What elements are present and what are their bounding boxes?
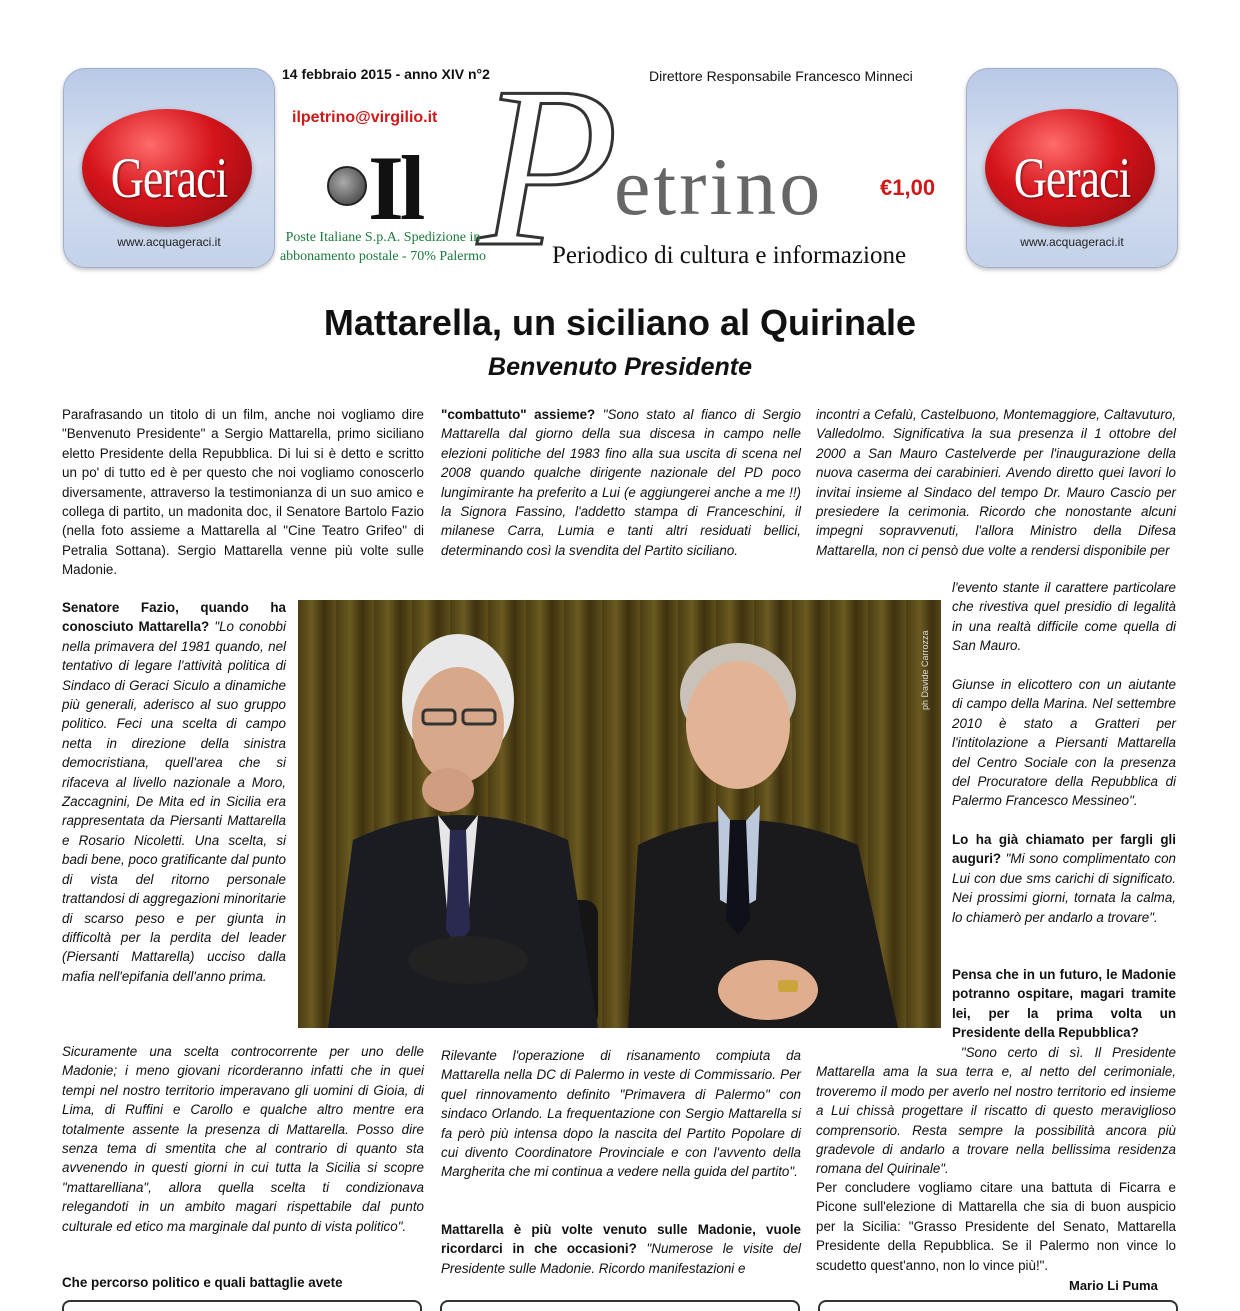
question-2-cont: "combattuto" assieme? (441, 407, 596, 422)
answer-5 (816, 1043, 1176, 1179)
answer-3-narrow: l'evento stante il carattere particolare che rivestiva quel presidio di legalità in una realtà difficile come quella di San Mauro. (952, 580, 1176, 654)
postal-notice-line2: abbonamento postale - 70% Palermo (279, 249, 487, 264)
director-credit: Direttore Responsabile Francesco Minneci (649, 68, 913, 84)
price: €1,00 (880, 175, 936, 200)
article-intro: Parafrasando un titolo di un film, anche noi vogliamo dire "Benvenuto Presidente" a Sergio Mattarella, primo siciliano eletto Presidente della Repubblica. Di lui si è detto e scritto un po' di tutto ed è per questo che noi vogliamo conoscerlo diversamente, attraverso la testimonianza di un suo amico e collega di partito, un madonita doc, il Senatore Bartolo Fazio (nella foto assieme a Mattarella al "Cine Teatro Grifeo" di Petralia Sottana). Sergio Mattarella venne più volte sulle Madonie. (62, 407, 424, 578)
postal-notice (276, 228, 490, 266)
article-photo (298, 600, 941, 1028)
geraci-ad-left[interactable] (63, 68, 275, 268)
logo-p: P (478, 39, 619, 294)
answer-3-narrow-2: Giunse in elicottero con un aiutante di campo della Marina. Nel settembre 2010 è stato a Gratteri per l'intitolazione a Piersanti Mattarella del Centro Sociale con la presenza del Procuratore della Repubblica di Palermo Francesco Messineo". (952, 677, 1176, 809)
postal-notice-line1: Poste Italiane S.p.A. Spedizione in (285, 230, 481, 245)
question-2 (62, 1273, 424, 1292)
answer-3: "Numerose le visite del Presidente sulle Madonie. Ricordo manifestazioni e (441, 1241, 802, 1276)
answer-3-continued: incontri a Cefalù, Castelbuono, Montemaggiore, Caltavuturo, Valledolmo. Significativa la sua presenza il 1 ottobre del 2000 a San Mauro Castelverde per l'inaugurazione della nuova caserma dei carabinieri. Avendo diretto quei lavori lo invitai insieme al Sindaco del tempo Dr. Mauro Cascio per presiedere la cerimonia. Ricordo che nonostante alcuni impegni sopravvenuti, l'allora Ministro della Difesa Mattarella, non ci pensò due volte a rendersi disponibile per (816, 407, 1176, 558)
closing-paragraph: Per concludere vogliamo citare una battuta di Ficarra e Picone sull'elezione di Mattarella che sia di buon auspicio per la Sicilia: "Grasso Presidente del Senato, Mattarella Presidente della Repubblica. Se il Palermo non vince lo scudetto quest'anno, non lo vince più!". (816, 1180, 1176, 1273)
question-2-text: Che percorso politico e quali battaglie avete (62, 1275, 343, 1290)
qa-block-3 (441, 1220, 801, 1278)
bottom-box-center (440, 1300, 800, 1311)
subheadline: Benvenuto Presidente (488, 353, 752, 381)
photo-credit: ph Davide Carrozza (920, 630, 930, 710)
email-address[interactable]: ilpetrino@virgilio.it (292, 109, 438, 126)
geraci-ad-right[interactable] (966, 68, 1178, 268)
headline: Mattarella, un siciliano al Quirinale (323, 302, 917, 343)
question-5-text: Pensa che in un futuro, le Madonie potranno ospitare, magari tramite lei, per la prima volta un Presidente della Repubblica? (952, 967, 1176, 1041)
question-3: Mattarella è più volte venuto sulle Madonie, vuole ricordarci in che occasioni? (441, 1222, 801, 1257)
coin-emblem-icon (327, 166, 367, 206)
masthead-subtitle: Periodico di cultura e informazione (552, 242, 907, 269)
bottom-box-right (818, 1300, 1178, 1311)
qa-block-1 (62, 598, 286, 986)
geraci-url: www.acquageraci.it (1020, 235, 1124, 249)
geraci-brand: Geraci (110, 145, 228, 210)
question-5 (952, 965, 1176, 1043)
question-1: Senatore Fazio, quando ha conosciuto Mattarella? (62, 600, 286, 635)
answer-5-text: "Sono certo di sì. Il Presidente Mattarella ama la sua terra e, al netto del cerimoniale, troveremo il modo per averlo nel nostro territorio ed insieme a Lui chissà progettare il riscatto di questo meraviglioso comprensorio. Resta sempre la possibilità ancora più gradevole di andarlo a trovare nella bellissima residenza romana del Quirinale". (816, 1045, 1176, 1177)
answer-4: "Mi sono complimentato con Lui con due sms carichi di significato. Nei prossimi giorni, tornata la calma, lo chiamerò per andarlo a trovare". (952, 851, 1176, 925)
question-4: Lo ha già chiamato per fargli gli auguri? (952, 832, 1176, 867)
bottom-box-left (62, 1300, 422, 1311)
geraci-brand: Geraci (1013, 145, 1131, 210)
answer-1-continued: Sicuramente una scelta controcorrente per uno delle Madonie; i meno giovani ricorderanno infatti che in quei tempi nel nostro territorio imperavano gli uomini di Gioia, di Lima, di Ruffini e Carollo e qualche altro mentre era totalmente assente la presenza di Mattarella. Posso dire senza tema di smentita che al contrario di quanto sta avvenendo in questi giorni in cui tutta la Sicilia si scopre "mattarelliana", allora quella scelta ti condizionava relegandoti in un ambito magari rispettabile dal punto culturale ed etico ma marginale dal punto di vista politico". (62, 1044, 424, 1234)
photo-illustration (298, 600, 941, 1028)
logo-etrino: etrino (614, 141, 824, 232)
qa-block-2 (441, 405, 801, 560)
qa-block-4 (952, 830, 1176, 927)
answer-2-continued: Rilevante l'operazione di risanamento compiuta da Mattarella nella DC di Palermo in veste di Commissario. Per quel rinnovamento definito "Primavera di Palermo" con sindaco Orlando. La frequentazione con Sergio Mattarella si fa però più intensa dopo la nascita del Partito Popolare di cui divento Coordinatore Provinciale e con l'avvento della Margherita che mi continua a vedere nella guida del partito". (441, 1048, 801, 1180)
answer-1: "Lo conobbi nella primavera del 1981 quando, nel tentativo di legare l'attività politica di Sindaco di Geraci Siculo a dinamiche più generali, aderisco al suo gruppo politico. Feci una scelta di campo netta in direzione della sinistra democristiana, quell'area che si rifaceva al livello nazionale a Moro, Zaccagnini, De Mita ed in Sicilia era rappresentata da Piersanti Mattarella e Rosario Nicoletti. Una scelta, si badi bene, poco gratificante dal punto di vista del ritorno personale trattandosi di aggregazioni minoritarie di scarso peso e per giunta in difficoltà per la perdita del leader (Piersanti Mattarella) ucciso dalla mafia nell'epifania dell'anno prima. (62, 619, 286, 984)
answer-2: "Sono stato al fianco di Sergio Mattarella dal giorno della sua discesa in campo nelle elezioni politiche del 1983 fino alla sua uscita di scena nel 2008 quando qualche dirigente nazionale del PD poco lungimirante ha preferito a Lui (e aggiungerei anche a me !!) la Signora Fassino, l'addetto stampa di Franceschini, il milanese Carra, Lumia e tanti altri residuati bellici, determinando così la svendita del Partito siciliano. (441, 407, 801, 558)
logo-il: Il (368, 137, 422, 239)
geraci-url: www.acquageraci.it (117, 235, 221, 249)
issue-date: 14 febbraio 2015 - anno XIV n°2 (282, 66, 490, 82)
author-signature: Mario Li Puma (1069, 1278, 1158, 1293)
